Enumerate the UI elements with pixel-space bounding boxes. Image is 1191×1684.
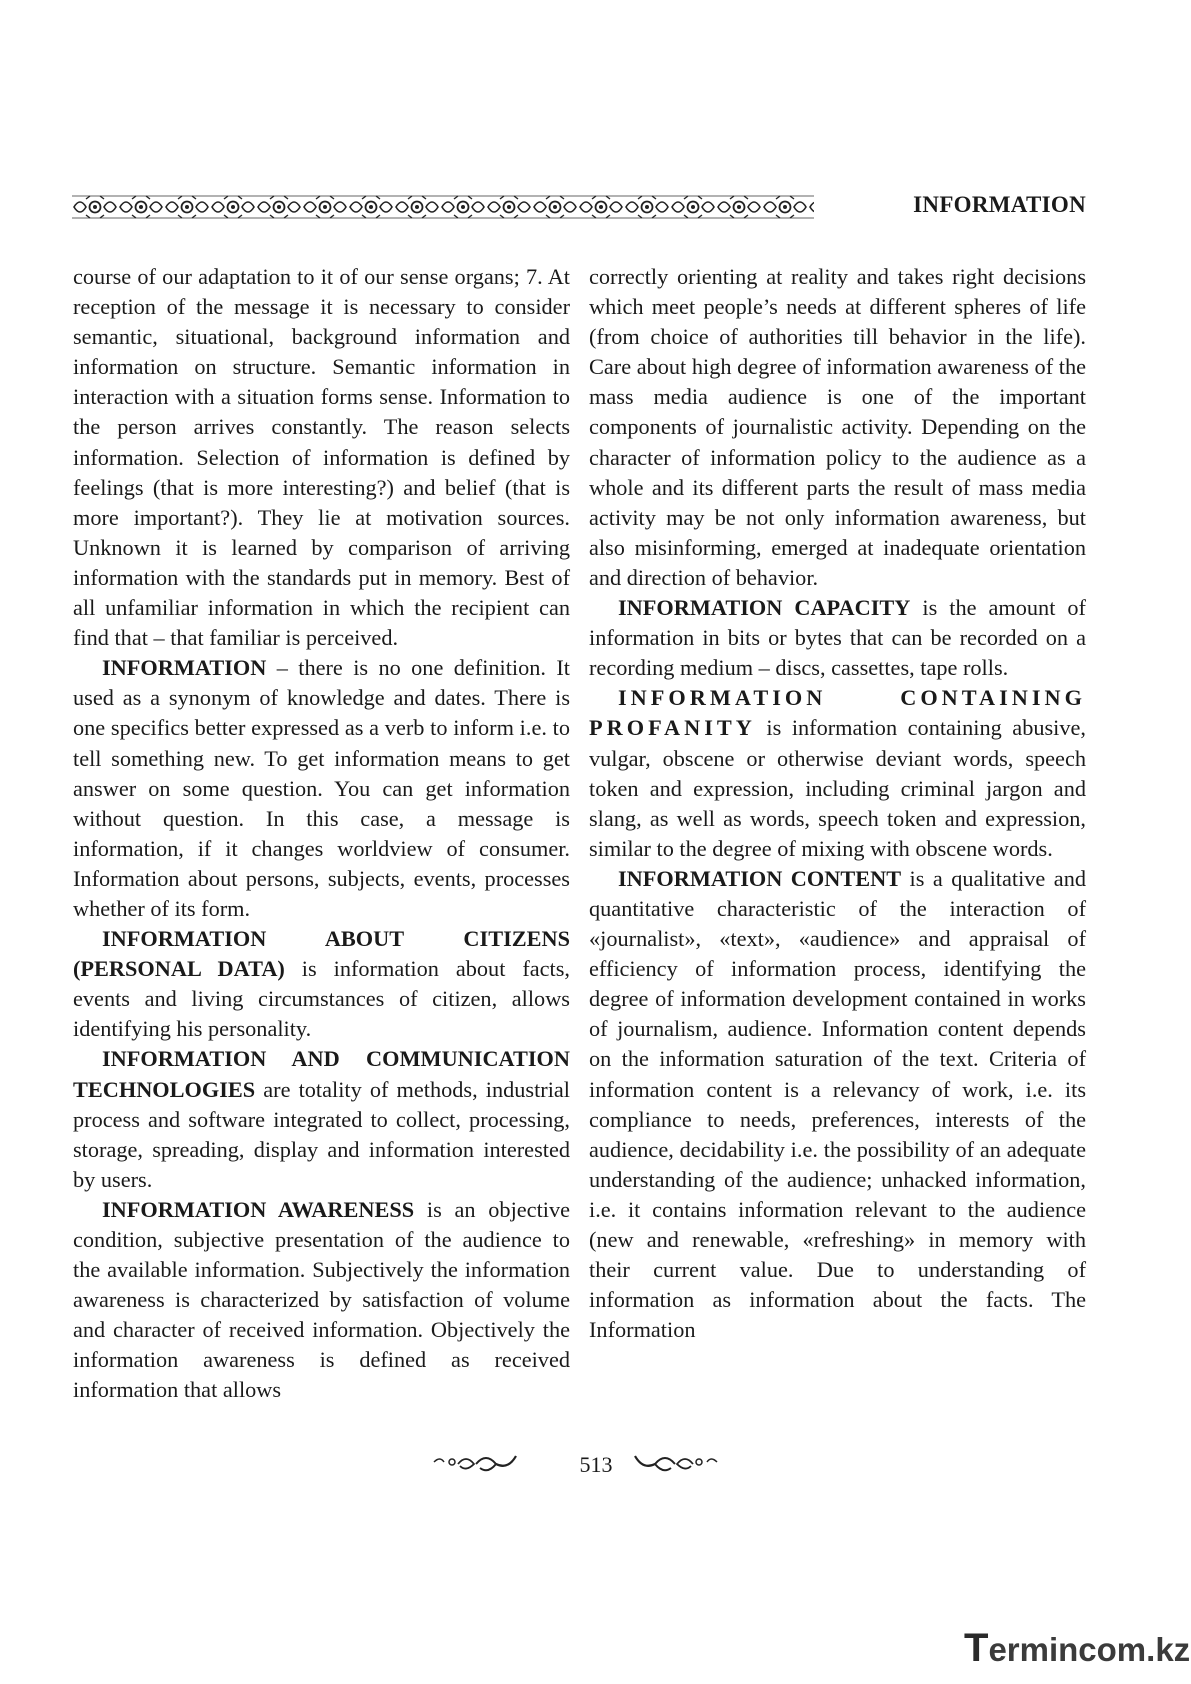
paragraph-text: correctly orienting at reality and takes right decisions which meet people’s needs at different spheres of life (from choice of authorities till behavior in the life). Care about high degree of information awareness of the mass media audience is one of the important components of journalistic activity. Depending on the character of information policy to the audience as a whole and its different parts the result of mass media activity may be not only information awareness, but also misinforming, emerged at inadequate orientation and direction of behavior. [589, 264, 1086, 590]
dictionary-entry [73, 1044, 570, 1194]
dictionary-entry [73, 1195, 570, 1406]
right-column [589, 262, 1086, 1345]
page-footer [0, 1450, 1191, 1484]
paragraph-text: course of our adaptation to it of our sense organs; 7. At reception of the message it is necessary to consider semantic, situational, background information and information on structure. Semantic information in interaction with a situation forms sense. Information to the person arrives constantly. The reason selects information. Selection of information is defined by feelings (that is more interesting?) and belief (that is more important?). They lie at motivation sources. Unknown it is learned by comparison of arriving information with the standards put in memory. Best of all unfamiliar information in which the recipient can find that – that familiar is perceived. [73, 264, 570, 651]
entry-body: – there is no one definition. It used as a synonym of knowledge and dates. There is one specifics better expressed as a verb to inform i.e. to tell something new. To get information means to get answer on some question. You can get information without question. In this case, a message is information, if it changes worldview of consumer. Information about persons, subjects, events, processes whether of its form. [73, 655, 570, 921]
watermark-text: ermincom.kz [988, 1631, 1191, 1668]
entry-body: is the amount of information in bits or bytes that can be recorded on a recording medium – discs, cassettes, tape rolls. [589, 595, 1086, 681]
left-column [73, 262, 570, 1406]
watermark-letter: T [964, 1626, 989, 1670]
site-watermark [964, 1626, 1191, 1670]
entry-term: INFORMATION [102, 655, 267, 681]
page-number: 513 [579, 1452, 613, 1477]
ornamental-border-icon [72, 194, 814, 220]
entry-term: INFORMATION AND COMMUNICATION TECHNOLOGIES [73, 1046, 570, 1102]
entry-body: is information about facts, events and living circumstances of citizen, allows identifying his personality. [73, 956, 570, 1042]
dictionary-entry [589, 683, 1086, 864]
entry-body: are totality of methods, industrial process and software integrated to collect, processing, storage, spreading, display and information interested by users. [73, 1076, 570, 1192]
dictionary-entry [589, 864, 1086, 1346]
dictionary-entry [589, 593, 1086, 683]
entry-term: INFORMATION CAPACITY [618, 595, 911, 621]
entry-term: INFORMATION CONTAINING PROFANITY [589, 685, 1086, 741]
footer-ornament-left-icon [432, 1452, 518, 1476]
paragraph [73, 262, 570, 653]
entry-term: INFORMATION ABOUT CITIZENS (PERSONAL DATA) [73, 926, 570, 982]
entry-body: is a qualitative and quantitative characteristic of the interaction of «journalist», «text», «audience» and appraisal of efficiency of information process, identifying the degree of information development contained in works of journalism, audience. Information content depends on the information saturation of the text. Criteria of information content is a relevancy of work, i.e. its compliance to needs, preferences, interests of the audience, decidability i.e. the possibility of an adequate understanding of the audience; unhacked information, i.e. it contains information relevant to the audience (new and renewable, «refreshing» in memory with their current value. Due to understanding of information as information about the facts. The Information [589, 865, 1086, 1343]
entry-term: INFORMATION CONTENT [618, 865, 902, 891]
page-header [72, 190, 1086, 230]
entry-term: INFORMATION AWARENESS [102, 1196, 415, 1222]
paragraph [589, 262, 1086, 593]
footer-ornament-right-icon [633, 1452, 719, 1476]
dictionary-entry [73, 653, 570, 924]
running-head: INFORMATION [913, 192, 1086, 217]
entry-body: is information containing abusive, vulgar, obscene or otherwise deviant words, speech token and expression, including criminal jargon and slang, as well as words, speech token and expression, similar to the degree of mixing with obscene words. [589, 715, 1086, 861]
entry-body: is an objective condition, subjective presentation of the audience to the available information. Subjectively the information awareness is characterized by satisfaction of volume and character of received information. Objectively the information awareness is defined as received information that allows [73, 1196, 571, 1403]
dictionary-entry [73, 924, 570, 1044]
